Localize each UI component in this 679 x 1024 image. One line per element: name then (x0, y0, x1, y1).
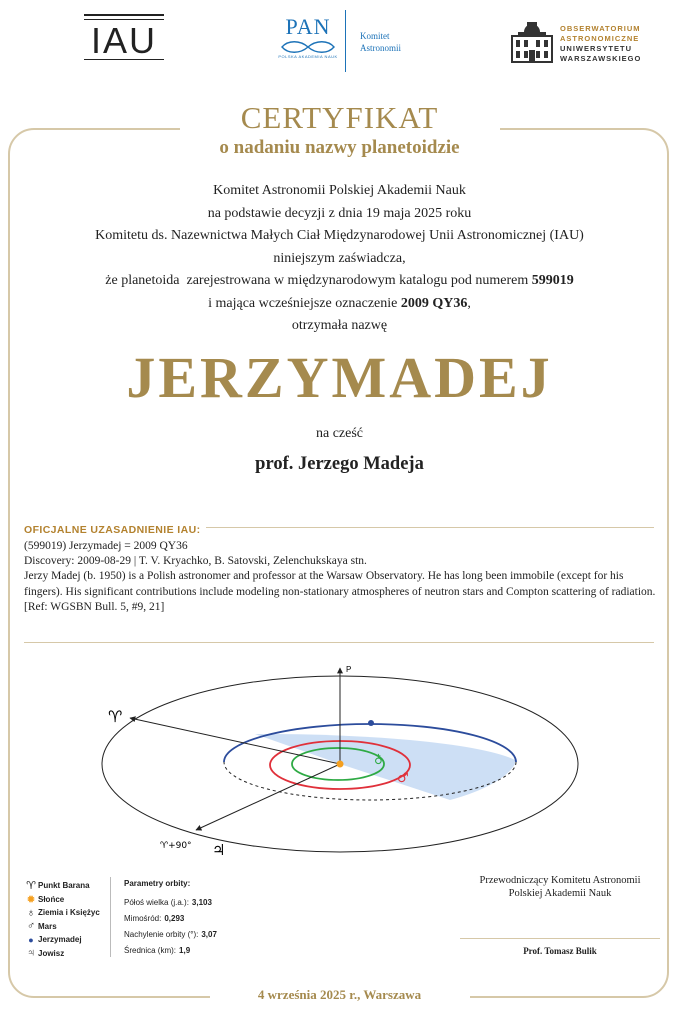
param-label-inclination: Nachylenie orbity (°): (124, 929, 199, 939)
pan-infinity-icon (278, 40, 338, 54)
body-line-1: Komitet Astronomii Polskiej Akademii Nauk (213, 183, 466, 198)
orbit-params (124, 879, 274, 958)
catalog-number: 599019 (531, 273, 574, 288)
param-value-semi-major: 3,103 (191, 897, 212, 907)
body-line-4: niniejszym zaświadcza, (273, 250, 406, 266)
param-value-eccentricity: 0,293 (164, 913, 185, 923)
legend-label-jupiter: Jowisz (38, 948, 65, 958)
certificate-body (0, 180, 679, 338)
pan-committee-line2: Astronomii (360, 43, 402, 53)
asteroid-name: JERZYMADEJ (126, 345, 553, 410)
citation-line3: Jerzy Madej (b. 1950) is a Polish astronomer and professor at the Warsaw Observatory. He has long been immobile (except for his fingers). His significant contributions include modeling non-stationary atmospheres of neutron stars and Compton scattering of radiation. (24, 570, 656, 598)
citation-heading-row (24, 520, 654, 534)
param-row-inclination (124, 926, 274, 942)
designation-line (0, 293, 679, 316)
citation-line2: Discovery: 2009-08-29 | T. V. Kryachko, B. Satovski, Zelenchukskaya stn. (24, 555, 367, 568)
legend-item-jupiter (24, 947, 112, 961)
legend-label-mars: Mars (38, 921, 57, 931)
body-line-3: Komitetu ds. Nazewnictwa Małych Ciał Międzynarodowej Unii Astronomicznej (IAU) (95, 228, 584, 243)
in-honor: na cześć (315, 426, 364, 441)
pan-logo (272, 14, 344, 72)
mars-marker: ♂ (397, 771, 409, 786)
signature-role-line1: Przewodniczący Komitetu Astronomii (479, 875, 641, 886)
pan-committee-line1: Komitet (360, 31, 390, 41)
observatory-logo (510, 18, 670, 68)
param-row-eccentricity (124, 910, 274, 926)
aries-icon: ♈ (26, 880, 36, 893)
asteroid-dot-icon: ● (28, 934, 34, 945)
pan-divider (345, 10, 346, 72)
pan-logo-text: PAN (285, 14, 331, 39)
pole-label: P (346, 665, 352, 674)
citation-line4: [Ref: WGSBN Bull. 5, #9, 21] (24, 600, 165, 613)
received-name-line: otrzymała nazwę (291, 318, 388, 333)
date-place: 4 września 2025 r., Warszawa (257, 987, 422, 1002)
designation-suffix: , (467, 295, 471, 311)
legend-label-earth: Ziemia i Księżyc (38, 908, 100, 918)
designation-prefix: i mająca wcześniejsze oznaczenie (208, 295, 401, 311)
legend-label-aries: Punkt Barana (38, 881, 90, 891)
obs-line3: UNIWERSYTETU (560, 44, 632, 53)
certificate-subtitle: o nadaniu nazwy planetoidzie (219, 137, 460, 158)
sun-marker (337, 761, 344, 768)
legend-label-jerzymadej: Jerzymadej (38, 935, 82, 945)
legend-label-sun: Słońce (38, 894, 65, 904)
honoree: prof. Jerzego Madeja (255, 454, 424, 474)
jupiter-label: ♃ (212, 841, 226, 859)
orbit-swept-area (255, 734, 515, 800)
catalog-prefix: że planetoida zarejestrowana w międzynarodowym katalogu pod numerem (105, 273, 532, 288)
legend-item-mars (24, 920, 112, 934)
body-line-2: na podstawie decyzji z dnia 19 maja 2025 roku (207, 205, 472, 221)
earth-icon: ♁ (26, 906, 36, 919)
param-label-semi-major: Półoś wielka (j.a.): (124, 897, 189, 907)
certificate-title: CERTYFIKAT (240, 100, 439, 135)
iau-logo-text: IAU (90, 20, 157, 61)
obs-line2: ASTRONOMICZNE (560, 34, 640, 43)
signature-role (448, 874, 672, 900)
earth-marker: ♁ (374, 753, 383, 767)
legend-item-aries (24, 879, 112, 893)
legend (24, 879, 112, 960)
obs-line1: OBSERWATORIUM (560, 24, 641, 33)
legend-item-earth (24, 906, 112, 920)
designation: 2009 QY36 (400, 295, 468, 311)
param-label-diameter: Średnica (km): (124, 945, 177, 955)
signature-name: Prof. Tomasz Bulik (523, 946, 597, 956)
catalog-line (0, 270, 679, 293)
asteroid-marker (368, 720, 374, 726)
jupiter-icon: ♃ (26, 947, 36, 960)
orbit-diagram (0, 650, 679, 870)
legend-divider (110, 877, 111, 957)
citation-line1: (599019) Jerzymadej = 2009 QY36 (24, 540, 188, 552)
aries90-axis (196, 764, 340, 830)
citation-text (24, 539, 656, 615)
aries90-label: ♈+90° (160, 841, 192, 851)
pan-committee (360, 30, 401, 54)
observatory-building-icon (510, 18, 554, 64)
param-value-diameter: 1,9 (179, 945, 191, 955)
signature-role-line2: Polskiej Akademii Nauk (508, 888, 612, 899)
param-value-inclination: 3,07 (201, 929, 217, 939)
citation-heading: OFICJALNE UZASADNIENIE IAU: (24, 524, 206, 536)
obs-line4: WARSZAWSKIEGO (560, 54, 642, 63)
params-heading: Parametry orbity: (124, 879, 191, 888)
sun-icon: ✹ (26, 893, 36, 906)
legend-item-jerzymadej (24, 933, 112, 947)
mars-icon: ♂ (26, 920, 36, 933)
signature-line (460, 938, 660, 939)
iau-logo (84, 14, 164, 64)
citation-bottom-rule (24, 642, 654, 643)
param-row-semi-major (124, 894, 274, 910)
pan-subtext: POLSKA AKADEMIA NAUK (278, 54, 338, 59)
aries-label: ♈ (108, 707, 123, 726)
param-row-diameter (124, 942, 274, 958)
param-label-eccentricity: Mimośród: (124, 913, 162, 923)
legend-item-sun (24, 893, 112, 907)
